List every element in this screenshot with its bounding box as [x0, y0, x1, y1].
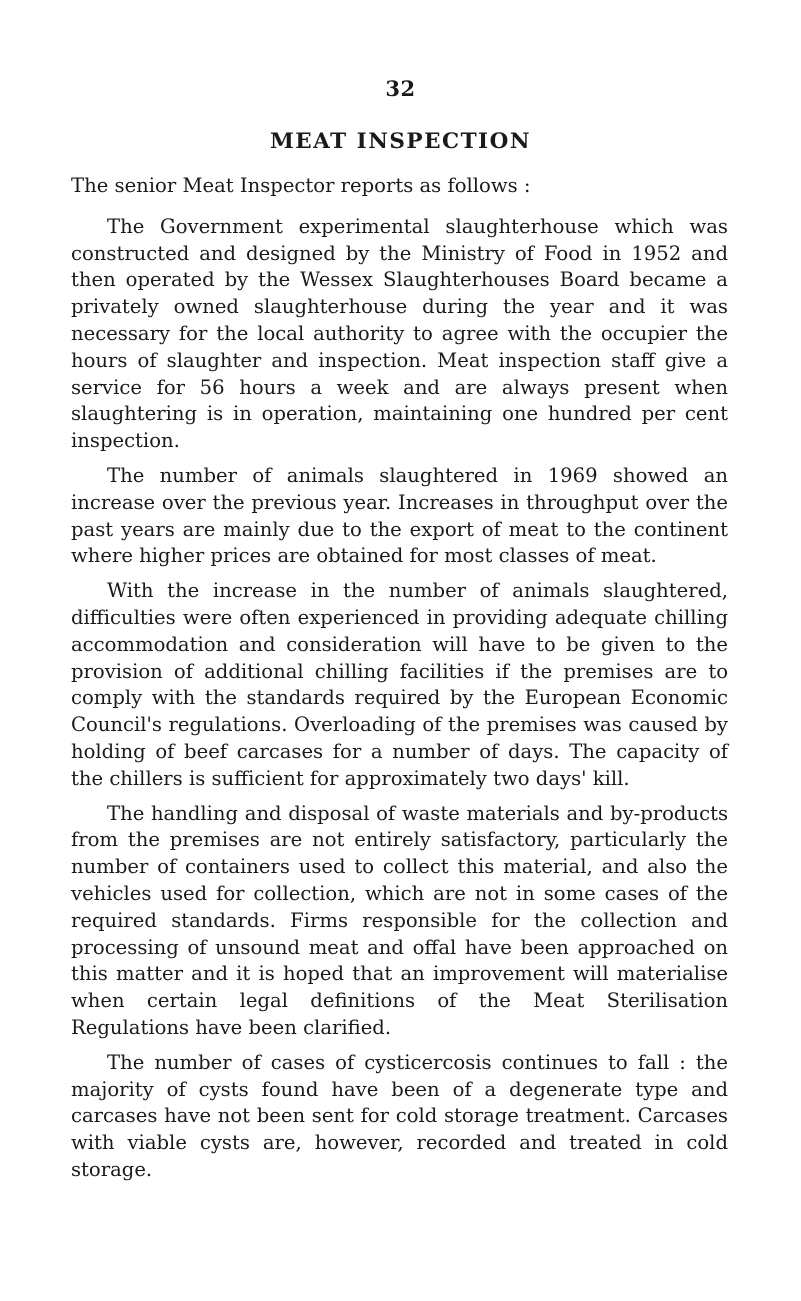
paragraph-chilling-facilities: With the increase in the number of animals slaughtered, difficulties were often experienced in providing adequate chilling accommodation and consideration will have to be given to the provision of additional chilling facilities if the premises are to comply with the standards required by the European Economic Council's regulations. Overloading of the premises was caused by holding of beef carcases for a number of days. The capacity of the chillers is sufficient for approximately two days' kill.: [71, 579, 728, 790]
paragraph-slaughterhouse-operation: The Government experimental slaughterhouse which was constructed and designed by the Ministry of Food in 1952 and then operated by the Wessex Slaughterhouses Board became a privately owned slaughterhouse during the year and it was necessary for the local authority to agree with the occupier the hours of slaughter and inspection. Meat inspection staff give a service for 56 hours a week and are always present when slaughtering is in operation, maintaining one hundred per cent inspection.: [71, 214, 728, 453]
paragraph-waste-disposal: The handling and disposal of waste materials and by-products from the premises are not entirely satisfactory, particularly the number of containers used to collect this material, and also the vehicles used for collection, which are not in some cases of the required standards. Firms responsible for the collection and processing of unsound meat and offal have been approached on this matter and it is hoped that an improvement will materialise when certain legal definitions of the Meat Sterilisation Regulations have been clarified.: [71, 801, 728, 1039]
paragraph-animals-slaughtered: The number of animals slaughtered in 1969 showed an increase over the previous year. Increases in throughput over the past years are mainly due to the export of meat to the continent where higher prices are obtained for most classes of meat.: [71, 463, 728, 568]
page-title: MEAT INSPECTION: [269, 129, 531, 154]
intro-line: The senior Meat Inspector reports as follows :: [71, 174, 531, 197]
page-number: 32: [385, 76, 416, 101]
report-body: [71, 173, 728, 1192]
paragraph-cysticercosis: The number of cases of cysticercosis continues to fall : the majority of cysts found have been of a degenerate type and carcases have not been sent for cold storage treatment. Carcases with viable cysts are, however, recorded and treated in cold storage.: [71, 1050, 728, 1181]
